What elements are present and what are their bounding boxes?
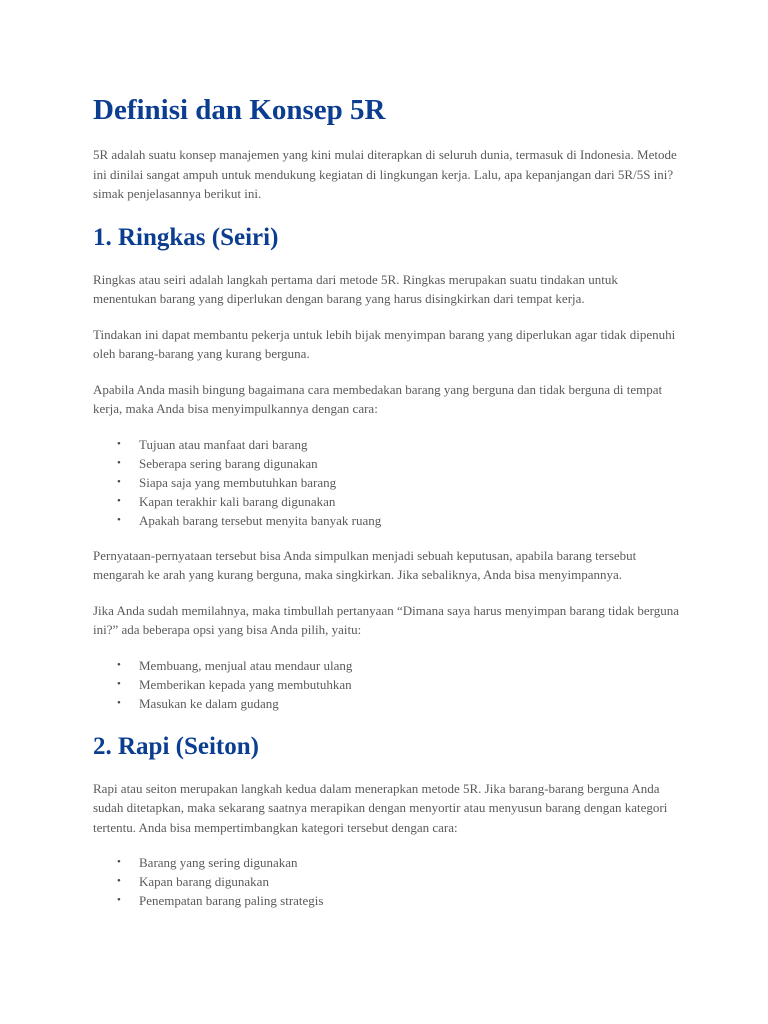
list-item-text: Penempatan barang paling strategis [139, 893, 324, 908]
bullet-icon: • [117, 437, 121, 450]
bullet-icon: • [117, 658, 121, 671]
rapi-paragraph-1: Rapi atau seiton merupakan langkah kedua dalam menerapkan metode 5R. Jika barang-barang berguna Anda sudah ditetapkan, maka sekarang saatnya merapikan dengan menyortir atau menyusun barang dengan kategori tertentu. Anda bisa mempertimbangkan kategori tersebut dengan cara: [93, 780, 668, 835]
bullet-icon: • [117, 494, 121, 507]
bullet-icon: • [117, 456, 121, 469]
list-item-text: Membuang, menjual atau mendaur ulang [139, 657, 353, 673]
list-item [117, 435, 683, 454]
rapi-criteria-list [93, 853, 683, 910]
list-item-text: Barang yang sering digunakan [139, 855, 298, 870]
list-item [117, 473, 683, 492]
ringkas-paragraph-5: Jika Anda sudah memilahnya, maka timbullah pertanyaan “Dimana saya harus menyimpan barang tidak berguna ini?” ada beberapa opsi yang bisa Anda pilih, yaitu: [93, 602, 680, 637]
page-title: Definisi dan Konsep 5R [93, 94, 386, 126]
bullet-icon: • [117, 894, 121, 906]
ringkas-options-list [93, 656, 683, 713]
section-heading-rapi: 2. Rapi (Seiton) [93, 732, 259, 760]
list-item-text: Kapan terakhir kali barang digunakan [139, 493, 336, 509]
list-item [117, 492, 683, 511]
list-item [117, 656, 683, 675]
bullet-icon: • [117, 513, 121, 526]
ringkas-paragraph-3: Apabila Anda masih bingung bagaimana cara membedakan barang yang berguna dan tidak berguna di tempat kerja, maka Anda bisa menyimpulkannya dengan cara: [93, 381, 663, 416]
list-item [117, 675, 683, 694]
ringkas-paragraph-2: Tindakan ini dapat membantu pekerja untuk lebih bijak menyimpan barang yang diperlukan agar tidak dipenuhi oleh barang-barang yang kurang berguna. [93, 326, 676, 361]
list-item [117, 853, 683, 872]
bullet-icon: • [117, 475, 121, 488]
section-heading-ringkas: 1. Ringkas (Seiri) [93, 223, 279, 251]
list-item-text: Apakah barang tersebut menyita banyak ruang [139, 512, 382, 528]
list-item-text: Masukan ke dalam gudang [139, 695, 279, 711]
bullet-icon: • [117, 677, 121, 690]
list-item [117, 872, 683, 891]
bullet-icon: • [117, 856, 121, 868]
ringkas-paragraph-1: Ringkas atau seiri adalah langkah pertama dari metode 5R. Ringkas merupakan suatu tindakan untuk menentukan barang yang diperlukan dengan barang yang harus disingkirkan dari tempat kerja. [93, 271, 618, 306]
list-item-text: Siapa saja yang membutuhkan barang [139, 474, 337, 490]
list-item-text: Tujuan atau manfaat dari barang [139, 436, 308, 452]
bullet-icon: • [117, 696, 121, 709]
bullet-icon: • [117, 875, 121, 887]
document-page [93, 88, 683, 926]
list-item-text: Kapan barang digunakan [139, 874, 269, 889]
ringkas-paragraph-4: Pernyataan-pernyataan tersebut bisa Anda simpulkan menjadi sebuah keputusan, apabila barang tersebut mengarah ke arah yang kurang berguna, maka singkirkan. Jika sebaliknya, Anda bisa menyimpannya. [93, 547, 637, 582]
list-item [117, 454, 683, 473]
list-item [117, 891, 683, 910]
list-item-text: Memberikan kepada yang membutuhkan [139, 676, 352, 692]
intro-paragraph: 5R adalah suatu konsep manajemen yang kini mulai diterapkan di seluruh dunia, termasuk di Indonesia. Metode ini dinilai sangat ampuh untuk mendukung kegiatan di lingkungan kerja. Lalu, apa kepanjangan dari 5R/5S ini? simak penjelasannya berikut ini. [93, 147, 677, 201]
ringkas-criteria-list [93, 435, 683, 530]
list-item-text: Seberapa sering barang digunakan [139, 455, 318, 471]
list-item [117, 511, 683, 530]
list-item [117, 694, 683, 713]
